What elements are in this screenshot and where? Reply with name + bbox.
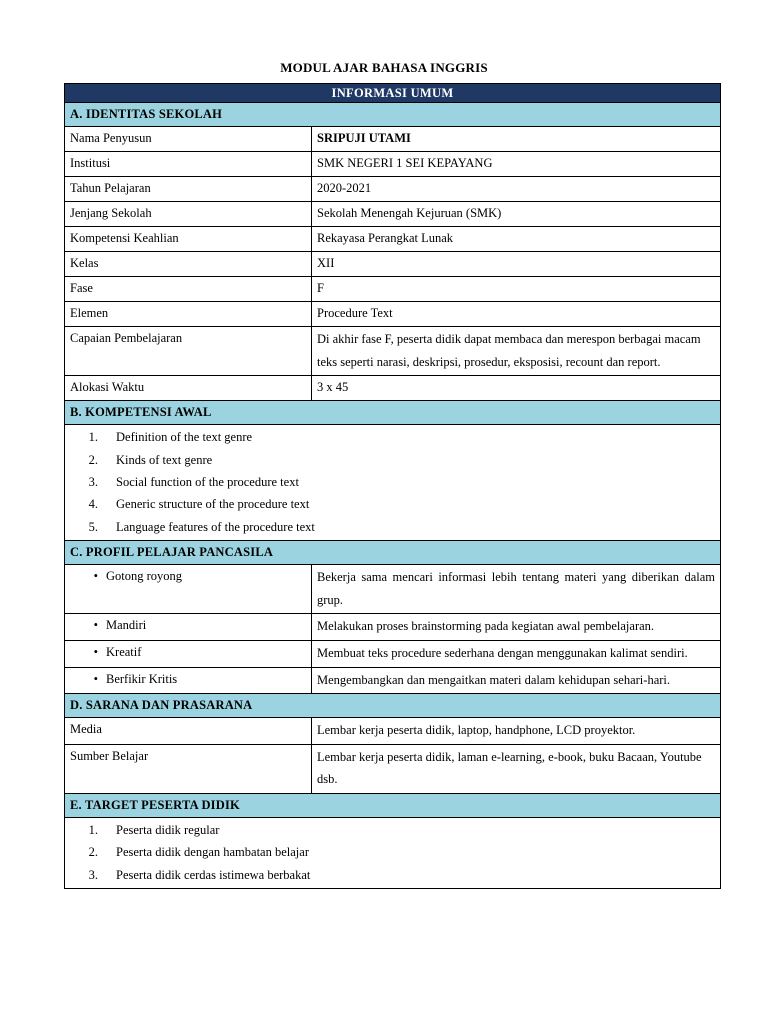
- row-value: Lembar kerja peserta didik, laptop, handphone, LCD proyektor.: [312, 718, 721, 745]
- table-row: [65, 718, 721, 745]
- list-number: 4.: [88, 497, 98, 512]
- list-item: [70, 841, 715, 863]
- table-row: [65, 817, 721, 888]
- row-label: Tahun Pelajaran: [65, 177, 312, 202]
- table-row: [65, 565, 721, 614]
- list-text: Kinds of text genre: [116, 452, 213, 467]
- table-row: [65, 425, 721, 541]
- table-row: [65, 252, 721, 277]
- section-sarana-row: [65, 694, 721, 718]
- row-value: Lembar kerja peserta didik, laman e-learning, e-book, buku Bacaan, Youtube dsb.: [312, 744, 721, 793]
- row-value: SMK NEGERI 1 SEI KEPAYANG: [312, 152, 721, 177]
- list-number: 1.: [88, 822, 98, 837]
- section-heading-target: E. TARGET PESERTA DIDIK: [65, 793, 721, 817]
- profil-label: Berfikir Kritis: [106, 671, 178, 686]
- list-number: 1.: [88, 430, 98, 445]
- section-heading-identitas: A. IDENTITAS SEKOLAH: [65, 103, 721, 127]
- list-text: Definition of the text genre: [116, 430, 253, 445]
- general-info-header: INFORMASI UMUM: [65, 84, 721, 103]
- row-value: 2020-2021: [312, 177, 721, 202]
- row-label: Fase: [65, 277, 312, 302]
- row-value: Bekerja sama mencari informasi lebih tentang materi yang diberikan dalam grup.: [312, 565, 721, 614]
- list-number: 2.: [88, 845, 98, 860]
- list-number: 3.: [88, 475, 98, 489]
- row-label: Media: [65, 718, 312, 745]
- list-text: Social function of the procedure text: [116, 475, 299, 489]
- list-number: 3.: [88, 867, 98, 882]
- section-heading-profil: C. PROFIL PELAJAR PANCASILA: [65, 541, 721, 565]
- profil-label: Kreatif: [106, 645, 142, 659]
- bullet-icon: •: [93, 671, 98, 686]
- row-value: 3 x 45: [312, 376, 721, 401]
- list-text: Language features of the procedure text: [116, 519, 315, 534]
- table-row: [65, 376, 721, 401]
- table-row: [65, 667, 721, 694]
- list-number: 5.: [88, 519, 98, 534]
- list-text: Peserta didik dengan hambatan belajar: [116, 845, 309, 860]
- table-row: [65, 614, 721, 641]
- section-profil-row: [65, 541, 721, 565]
- list-item: [70, 471, 715, 493]
- row-label: Institusi: [65, 152, 312, 177]
- row-value: Mengembangkan dan mengaitkan materi dalam kehidupan sehari-hari.: [312, 667, 721, 694]
- list-text: Peserta didik cerdas istimewa berbakat: [116, 867, 311, 882]
- document-title: MODUL AJAR BAHASA INGGRIS: [280, 60, 488, 75]
- list-text: Generic structure of the procedure text: [116, 497, 310, 512]
- bullet-icon: •: [93, 618, 98, 633]
- table-row: [65, 641, 721, 668]
- bullet-icon: •: [93, 569, 98, 584]
- list-number: 2.: [88, 452, 98, 467]
- list-item: [70, 426, 715, 448]
- general-info-header-row: [65, 84, 721, 103]
- list-item: [70, 864, 715, 886]
- row-label: [65, 565, 312, 614]
- row-label: [65, 641, 312, 668]
- table-row: [65, 744, 721, 793]
- bullet-icon: •: [93, 645, 98, 659]
- row-value: Di akhir fase F, peserta didik dapat membaca dan merespon berbagai macam teks seperti narasi, deskripsi, prosedur, eksposisi, recount dan report.: [312, 327, 721, 376]
- row-label: Capaian Pembelajaran: [65, 327, 312, 376]
- profil-label: Gotong royong: [106, 569, 183, 584]
- row-value: F: [312, 277, 721, 302]
- list-item: [70, 516, 715, 538]
- row-label: Kelas: [65, 252, 312, 277]
- section-heading-sarana: D. SARANA DAN PRASARANA: [65, 694, 721, 718]
- target-list-cell: [65, 817, 721, 888]
- row-label: Nama Penyusun: [65, 127, 312, 152]
- row-value: Sekolah Menengah Kejuruan (SMK): [312, 202, 721, 227]
- profil-label: Mandiri: [106, 618, 147, 633]
- row-label: [65, 667, 312, 694]
- section-kompetensi-row: [65, 401, 721, 425]
- row-value: XII: [312, 252, 721, 277]
- table-row: [65, 152, 721, 177]
- section-identitas-row: [65, 103, 721, 127]
- table-row: [65, 277, 721, 302]
- table-row: [65, 177, 721, 202]
- kompetensi-list: [70, 426, 715, 538]
- row-value: Melakukan proses brainstorming pada kegiatan awal pembelajaran.: [312, 614, 721, 641]
- row-value: Procedure Text: [312, 302, 721, 327]
- row-value: SRIPUJI UTAMI: [312, 127, 721, 152]
- row-label: [65, 614, 312, 641]
- row-label: Alokasi Waktu: [65, 376, 312, 401]
- table-row: [65, 202, 721, 227]
- row-label: Elemen: [65, 302, 312, 327]
- table-row: [65, 327, 721, 376]
- row-value: Membuat teks procedure sederhana dengan menggunakan kalimat sendiri.: [312, 641, 721, 668]
- table-row: [65, 302, 721, 327]
- row-label: Jenjang Sekolah: [65, 202, 312, 227]
- target-list: [70, 819, 715, 886]
- list-text: Peserta didik regular: [116, 822, 220, 837]
- section-target-row: [65, 793, 721, 817]
- section-heading-kompetensi: B. KOMPETENSI AWAL: [65, 401, 721, 425]
- kompetensi-list-cell: [65, 425, 721, 541]
- row-value: Rekayasa Perangkat Lunak: [312, 227, 721, 252]
- list-item: [70, 449, 715, 471]
- row-label: Kompetensi Keahlian: [65, 227, 312, 252]
- row-label: Sumber Belajar: [65, 744, 312, 793]
- module-table: [64, 83, 721, 889]
- list-item: [70, 819, 715, 841]
- table-row: [65, 227, 721, 252]
- table-row: [65, 127, 721, 152]
- list-item: [70, 493, 715, 515]
